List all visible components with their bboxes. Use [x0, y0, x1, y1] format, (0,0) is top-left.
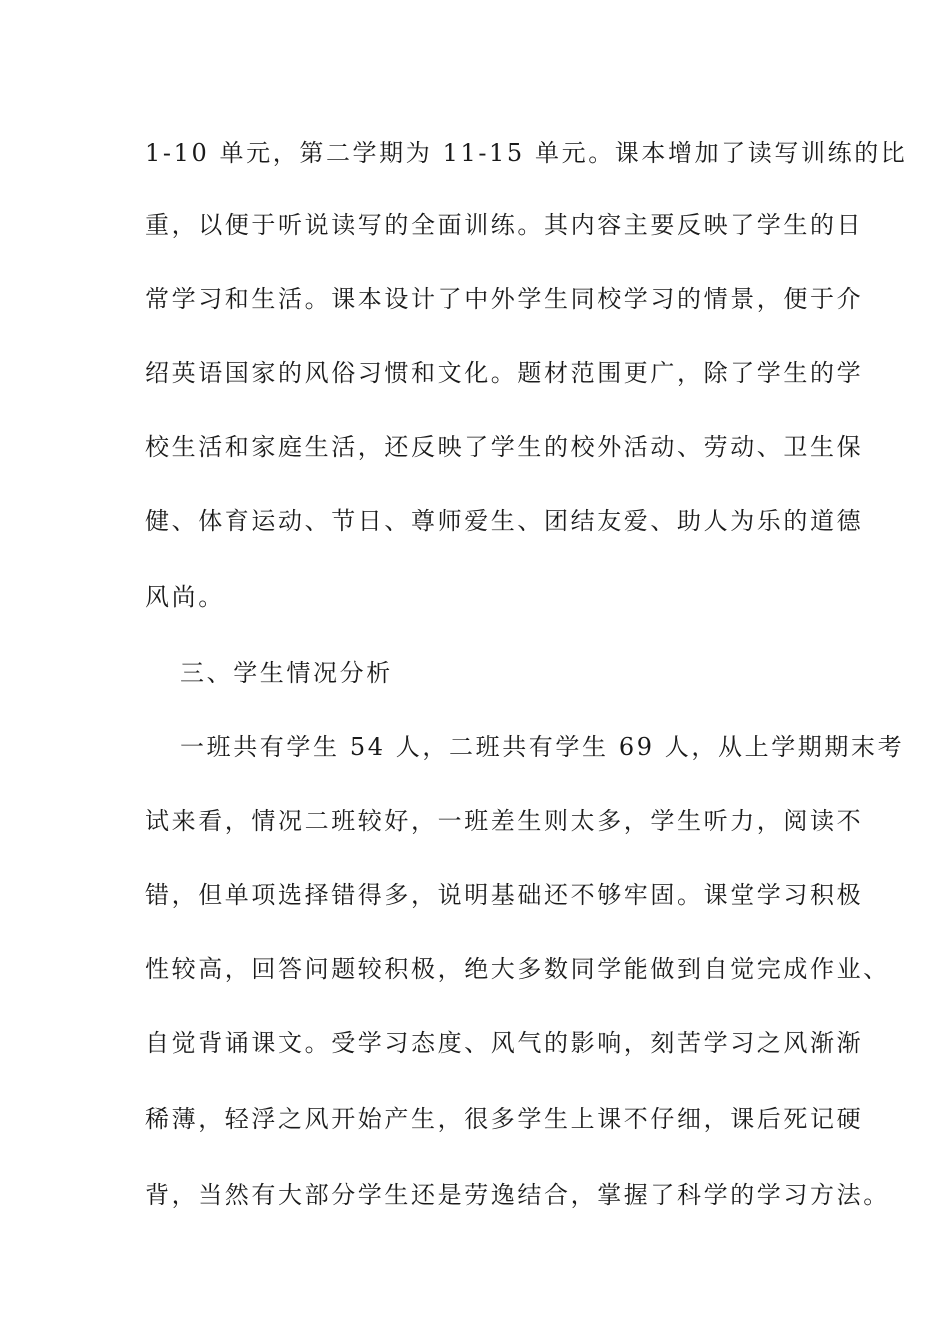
paragraph-2-line-2: 试来看，情况二班较好，一班差生则太多，学生听力，阅读不	[145, 807, 864, 835]
paragraph-2-line-4: 性较高，回答问题较积极，绝大多数同学能做到自觉完成作业、	[145, 955, 890, 983]
paragraph-1-line-1: 1-10 单元，第二学期为 11-15 单元。课本增加了读写训练的比	[145, 139, 908, 167]
paragraph-2-line-7: 背，当然有大部分学生还是劳逸结合，掌握了科学的学习方法。	[145, 1181, 890, 1209]
paragraph-2-line-3: 错，但单项选择错得多，说明基础还不够牢固。课堂学习积极	[145, 881, 864, 909]
paragraph-2-line-6: 稀薄，轻浮之风开始产生，很多学生上课不仔细，课后死记硬	[145, 1105, 864, 1133]
paragraph-1-line-5: 校生活和家庭生活，还反映了学生的校外活动、劳动、卫生保	[145, 433, 864, 461]
paragraph-1-line-4: 绍英语国家的风俗习惯和文化。题材范围更广，除了学生的学	[145, 359, 864, 387]
paragraph-1-line-6: 健、体育运动、节日、尊师爱生、团结友爱、助人为乐的道德	[145, 507, 864, 535]
paragraph-2-line-5: 自觉背诵课文。受学习态度、风气的影响，刻苦学习之风渐渐	[145, 1029, 864, 1057]
paragraph-1-line-7: 风尚。	[145, 583, 225, 611]
section-heading: 三、学生情况分析	[180, 659, 393, 687]
paragraph-2-line-1: 一班共有学生 54 人，二班共有学生 69 人，从上学期期末考	[180, 733, 905, 761]
paragraph-1-line-3: 常学习和生活。课本设计了中外学生同校学习的情景，便于介	[145, 285, 864, 313]
paragraph-1-line-2: 重，以便于听说读写的全面训练。其内容主要反映了学生的日	[145, 211, 864, 239]
